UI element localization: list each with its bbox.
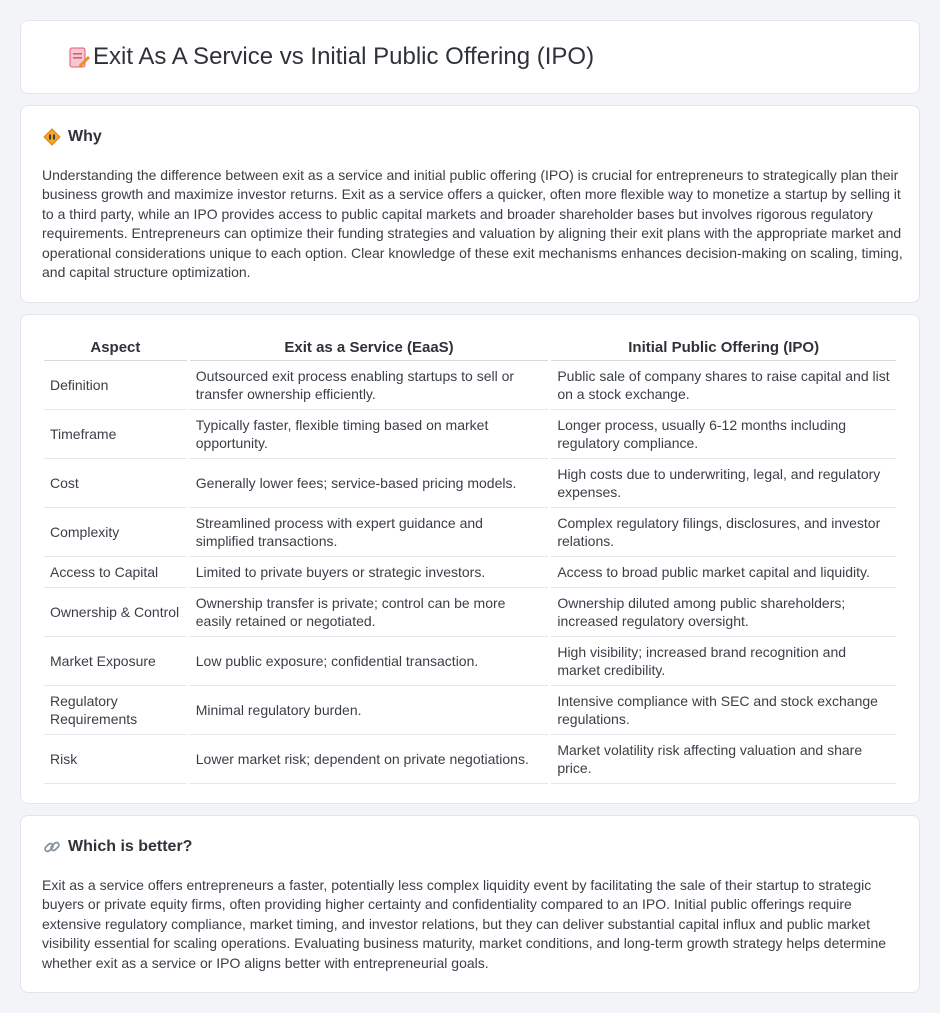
eaas-cell: Typically faster, flexible timing based on market opportunity. [190, 410, 549, 459]
eaas-cell: Streamlined process with expert guidance and simplified transactions. [190, 508, 549, 557]
ipo-cell: Public sale of company shares to raise capital and list on a stock exchange. [551, 361, 896, 410]
table-row [44, 637, 896, 686]
table-row [44, 361, 896, 410]
page-title: Exit As A Service vs Initial Public Offering (IPO) [93, 43, 595, 70]
aspect-cell: Regulatory Requirements [44, 686, 187, 735]
table-row [44, 557, 896, 588]
why-text: Understanding the difference between exit as a service and initial public offering (IPO) is crucial for entrepreneurs to strategically plan their business growth and maximize investor returns. Exit as a service offers a quicker, often more flexible way to monetize a startup by selling it to a third party, while an IPO provides access to public capital markets and broader shareholder bases but involves rigorous regulatory requirements. Entrepreneurs can optimize their funding strategies and valuation by aligning their exit plans with the appropriate market and operational considerations unique to each option. Clear knowledge of these exit mechanisms enhances decision-making on scaling, timing, and capital structure optimization. [42, 167, 903, 281]
comparison-table [41, 335, 899, 784]
table-row [44, 588, 896, 637]
better-heading: Which is better? [68, 838, 193, 855]
eaas-cell: Low public exposure; confidential transaction. [190, 637, 549, 686]
header-eaas: Exit as a Service (EaaS) [190, 335, 549, 361]
aspect-cell: Complexity [44, 508, 187, 557]
aspect-cell: Access to Capital [44, 557, 187, 588]
eaas-cell: Limited to private buyers or strategic investors. [190, 557, 549, 588]
table-header-row [44, 335, 896, 361]
eaas-cell: Ownership transfer is private; control can be more easily retained or negotiated. [190, 588, 549, 637]
eaas-cell: Generally lower fees; service-based pricing models. [190, 459, 549, 508]
aspect-cell: Risk [44, 735, 187, 784]
comparison-table-card [20, 314, 920, 804]
better-heading-row [43, 838, 192, 856]
aspect-cell: Definition [44, 361, 187, 410]
aspect-cell: Ownership & Control [44, 588, 187, 637]
ipo-cell: Intensive compliance with SEC and stock exchange regulations. [551, 686, 896, 735]
why-section [20, 105, 920, 303]
table-row [44, 410, 896, 459]
aspect-cell: Market Exposure [44, 637, 187, 686]
eaas-cell: Lower market risk; dependent on private negotiations. [190, 735, 549, 784]
aspect-cell: Cost [44, 459, 187, 508]
ipo-cell: Complex regulatory filings, disclosures, and investor relations. [551, 508, 896, 557]
header-ipo: Initial Public Offering (IPO) [551, 335, 896, 361]
ipo-cell: Access to broad public market capital and liquidity. [551, 557, 896, 588]
eaas-cell: Outsourced exit process enabling startups to sell or transfer ownership efficiently. [190, 361, 549, 410]
better-text: Exit as a service offers entrepreneurs a faster, potentially less complex liquidity event by facilitating the sale of their startup to strategic buyers or private equity firms, often providing higher certainty and confidentiality compared to an IPO. Initial public offerings require extensive regulatory compliance, market timing, and investor relations, but they can deliver substantial capital influx and public market visibility essential for scaling operations. Evaluating business maturity, market conditions, and long-term growth strategy helps determine whether exit as a service or IPO aligns better with entrepreneurial goals. [42, 877, 887, 971]
diamond-sign-icon [43, 128, 61, 146]
ipo-cell: High costs due to underwriting, legal, and regulatory expenses. [551, 459, 896, 508]
table-row [44, 686, 896, 735]
ipo-cell: Ownership diluted among public shareholders; increased regulatory oversight. [551, 588, 896, 637]
table-row [44, 459, 896, 508]
eaas-cell: Minimal regulatory burden. [190, 686, 549, 735]
ipo-cell: Longer process, usually 6-12 months including regulatory compliance. [551, 410, 896, 459]
why-heading: Why [68, 128, 102, 145]
ipo-cell: Market volatility risk affecting valuation and share price. [551, 735, 896, 784]
which-is-better-section [20, 815, 920, 993]
table-row [44, 735, 896, 784]
document-pen-icon [66, 45, 92, 71]
link-icon [43, 838, 61, 856]
ipo-cell: High visibility; increased brand recognition and market credibility. [551, 637, 896, 686]
title-card [20, 20, 920, 94]
table-row [44, 508, 896, 557]
why-heading-row [43, 128, 102, 146]
aspect-cell: Timeframe [44, 410, 187, 459]
header-aspect: Aspect [44, 335, 187, 361]
